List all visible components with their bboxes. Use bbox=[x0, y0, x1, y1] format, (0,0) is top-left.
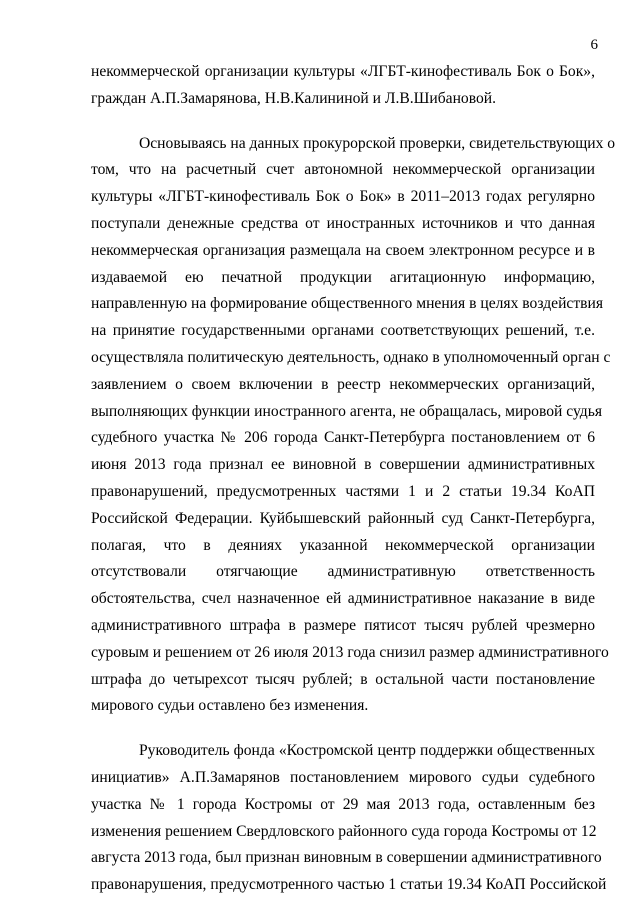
text-line: выполняющих функции иностранного агента, не обращалась, мировой судья bbox=[91, 402, 603, 420]
text-line: Руководитель фонда «Костромской центр поддержки общественных bbox=[139, 742, 595, 760]
text-line: направленную на формирование общественного мнения в целях воздействия bbox=[91, 295, 604, 313]
text-line: судебного участка № 206 города Санкт-Петербурга постановлением от 6 bbox=[91, 429, 595, 447]
paragraph-1 bbox=[91, 59, 595, 113]
paragraph-spacer bbox=[91, 113, 595, 131]
paragraph-2 bbox=[91, 131, 616, 721]
text-line: заявлением о своем включении в реестр некоммерческих организаций, bbox=[91, 375, 595, 393]
text-line: административного штрафа в размере пятисот тысяч рублей чрезмерно bbox=[91, 616, 595, 634]
text-line: граждан А.П.Замарянова, Н.В.Калининой и Л.В.Шибановой. bbox=[91, 89, 497, 107]
text-line: инициатив» А.П.Замарянов постановлением мирового судьи судебного bbox=[91, 768, 595, 786]
text-line: суровым и решением от 26 июля 2013 года снизил размер административного bbox=[91, 643, 609, 661]
text-line: изменения решением Свердловского районного суда города Костромы от 12 bbox=[91, 822, 597, 840]
text-line: полагая, что в деяниях указанной некоммерческой организации bbox=[91, 536, 595, 554]
text-line: мирового судьи оставлено без изменения. bbox=[91, 697, 369, 715]
page-number: 6 bbox=[590, 37, 598, 53]
paragraph-3 bbox=[91, 738, 607, 899]
text-line: том, что на расчетный счет автономной некоммерческой организации bbox=[91, 161, 595, 179]
text-line: участка № 1 города Костромы от 29 мая 2013 года, оставленным без bbox=[91, 795, 595, 813]
text-line: некоммерческая организация размещала на своем электронном ресурсе и в bbox=[91, 241, 595, 259]
document-body bbox=[91, 59, 616, 899]
text-line: правонарушения, предусмотренного частью 1 статьи 19.34 КоАП Российской bbox=[91, 876, 607, 894]
text-line: поступали денежные средства от иностранных источников и что данная bbox=[91, 214, 595, 232]
text-line: Российской Федерации. Куйбышевский районный суд Санкт-Петербурга, bbox=[91, 509, 595, 527]
text-line: осуществляла политическую деятельность, однако в уполномоченный орган с bbox=[91, 348, 611, 366]
text-line: Основываясь на данных прокурорской проверки, свидетельствующих о bbox=[139, 134, 616, 152]
text-line: на принятие государственными органами соответствующих решений, т.е. bbox=[91, 322, 595, 340]
paragraph-spacer bbox=[91, 720, 595, 738]
text-line: обстоятельства, счел назначенное ей административное наказание в виде bbox=[91, 590, 595, 608]
text-line: августа 2013 года, был признан виновным в совершении административного bbox=[91, 849, 602, 867]
text-line: правонарушений, предусмотренных частями 1 и 2 статьи 19.34 КоАП bbox=[91, 482, 595, 500]
text-line: июня 2013 года признал ее виновной в совершении административных bbox=[91, 456, 595, 474]
text-line: некоммерческой организации культуры «ЛГБТ-кинофестиваль Бок о Бок», bbox=[91, 63, 595, 80]
text-line: отсутствовали отягчающие административную ответственность bbox=[91, 563, 595, 581]
text-line: штрафа до четырехсот тысяч рублей; в остальной части постановление bbox=[91, 670, 595, 688]
text-line: культуры «ЛГБТ-кинофестиваль Бок о Бок» в 2011–2013 годах регулярно bbox=[91, 188, 595, 206]
text-line: издаваемой ею печатной продукции агитационную информацию, bbox=[91, 268, 595, 286]
